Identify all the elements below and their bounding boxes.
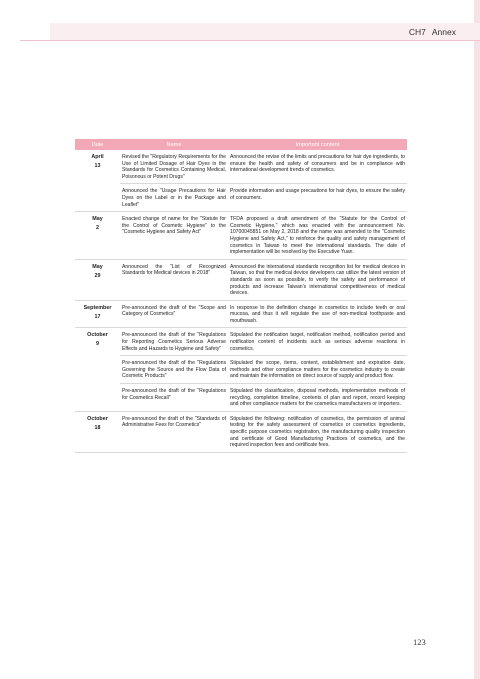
date-cell (75, 300, 120, 328)
date-month: May (92, 216, 103, 223)
name-cell: Pre-announced the draft of the "Standards of Administrative Fees for Cosmetics" (120, 411, 228, 452)
date-day: 17 (94, 313, 101, 320)
page-number: 123 (413, 637, 426, 647)
table-row (75, 328, 407, 356)
date-day: 13 (94, 163, 101, 169)
table-row (75, 212, 407, 260)
date-month: October (87, 415, 108, 422)
col-header-content: Important content (228, 139, 407, 150)
content-cell: Stipulated the classification, disposal methods, implementation methods of recycling, completion timeline, contents of plan and report, record keeping and other compliance matters for the cosmetics manufacturers or importers. (228, 384, 407, 412)
chapter-label: CH7 (408, 27, 426, 37)
date-cell (75, 259, 120, 300)
name-cell: Pre-announced the draft of the "Regulations Governing the Source and the Flow Data of Cosmetic Products" (120, 356, 228, 384)
table-row (75, 184, 407, 212)
date-cell (75, 150, 120, 212)
name-cell: Pre-announced the draft of the "Regulations for Reporting Cosmetics Serious Adverse Effects and Hazards to Hygiene and Safety" (120, 328, 228, 356)
content-cell: Stipulated the scope, items, content, establishment and expiration date, methods and other compliance matters for the cosmetics industry to create and maintain the information on direct source of supply and product flow. (228, 356, 407, 384)
name-cell: Enacted change of name for the "Statute for the Control of Cosmetic Hygiene" to the "Cosmetic Hygiene and Safety Act" (120, 212, 228, 260)
content-cell: Announced the revise of the limits and precautions for hair dye ingredients, to ensure the health and safety of consumers and be in compliance with international development trends of cosmetics. (228, 150, 407, 184)
table-row (75, 384, 407, 412)
date-month: September (83, 304, 112, 311)
col-header-name: Name (120, 139, 228, 150)
table-row (75, 356, 407, 384)
content-cell: TFDA proposed a draft amendment of the "Statute for the Control of Cosmetic Hygiene," which was enacted with the announcement No. 10700045851 on May 2, 2018 and the name was amended to the "Cosmetic Hygiene and Safety Act," to reinforce the quality and safety management of cosmetics in Taiwan to meet the international standards. The date of implementation will be resolved by the Executive Yuan. (228, 212, 407, 260)
date-day: 29 (94, 272, 101, 279)
date-month: April (91, 154, 104, 160)
header-rule (20, 40, 480, 41)
content-cell: Stipulated the following: notification of cosmetics, the permission of animal testing for the safety assessment of cosmetics or cosmetics ingredients, specific purpose cosmetics registration, the manufacturing quality inspection and certificate of Good Manufacturing Practices of cosmetics, and the required inspection fees and certificate fees. (228, 411, 407, 452)
section-label: Annex (431, 27, 456, 37)
name-cell: Revised the "Regulatory Requirements for the Use of Limited Dosage of Hair Dyes in the Standards for Cosmetics Containing Medical, Poisonous or Potent Drugs" (120, 150, 228, 184)
name-cell: Pre-announced the draft of the "Regulations for Cosmetics Recall" (120, 384, 228, 412)
annex-table (75, 139, 407, 453)
content-cell: Stipulated the notification target, notification method, notification period and notification content of incidents such as serious adverse reactions in cosmetics. (228, 328, 407, 356)
date-cell (75, 411, 120, 452)
date-month: October (87, 332, 108, 339)
content-cell: Announced the international standards recognition list for medical devices in Taiwan, so that the medical device developers can utilize the latest version of standards as soon as possible, to verify the safety and performance of products and increase Taiwan's international competitiveness of medical devices. (228, 259, 407, 300)
date-month: May (92, 263, 103, 270)
date-day: 2 (96, 225, 99, 232)
name-cell: Announced the "Usage Precautions for Hair Dyes on the Label or in the Package and Leaflet" (120, 184, 228, 212)
table-header-row (75, 139, 407, 150)
name-cell: Pre-announced the draft of the "Scope and Category of Cosmetics" (120, 300, 228, 328)
table-row (75, 411, 407, 452)
content-cell: Provide information and usage precautions for hair dyes, to ensure the safety of consumers. (228, 184, 407, 212)
running-header (403, 27, 456, 37)
table-row (75, 150, 407, 184)
side-margin-strip (474, 0, 480, 679)
date-day: 9 (96, 341, 99, 348)
name-cell: Announced the "List of Recognized Standards for Medical devices in 2018" (120, 259, 228, 300)
col-header-date: Date (75, 139, 120, 150)
table-row (75, 259, 407, 300)
date-cell (75, 212, 120, 260)
date-day: 18 (94, 424, 101, 431)
date-cell (75, 328, 120, 411)
content-cell: In response to the definition change in cosmetics to include teeth or oral mucosa, and thus it will regulate the use of non-medical toothpaste and mouthwash. (228, 300, 407, 328)
table-row (75, 300, 407, 328)
table-body (75, 150, 407, 452)
